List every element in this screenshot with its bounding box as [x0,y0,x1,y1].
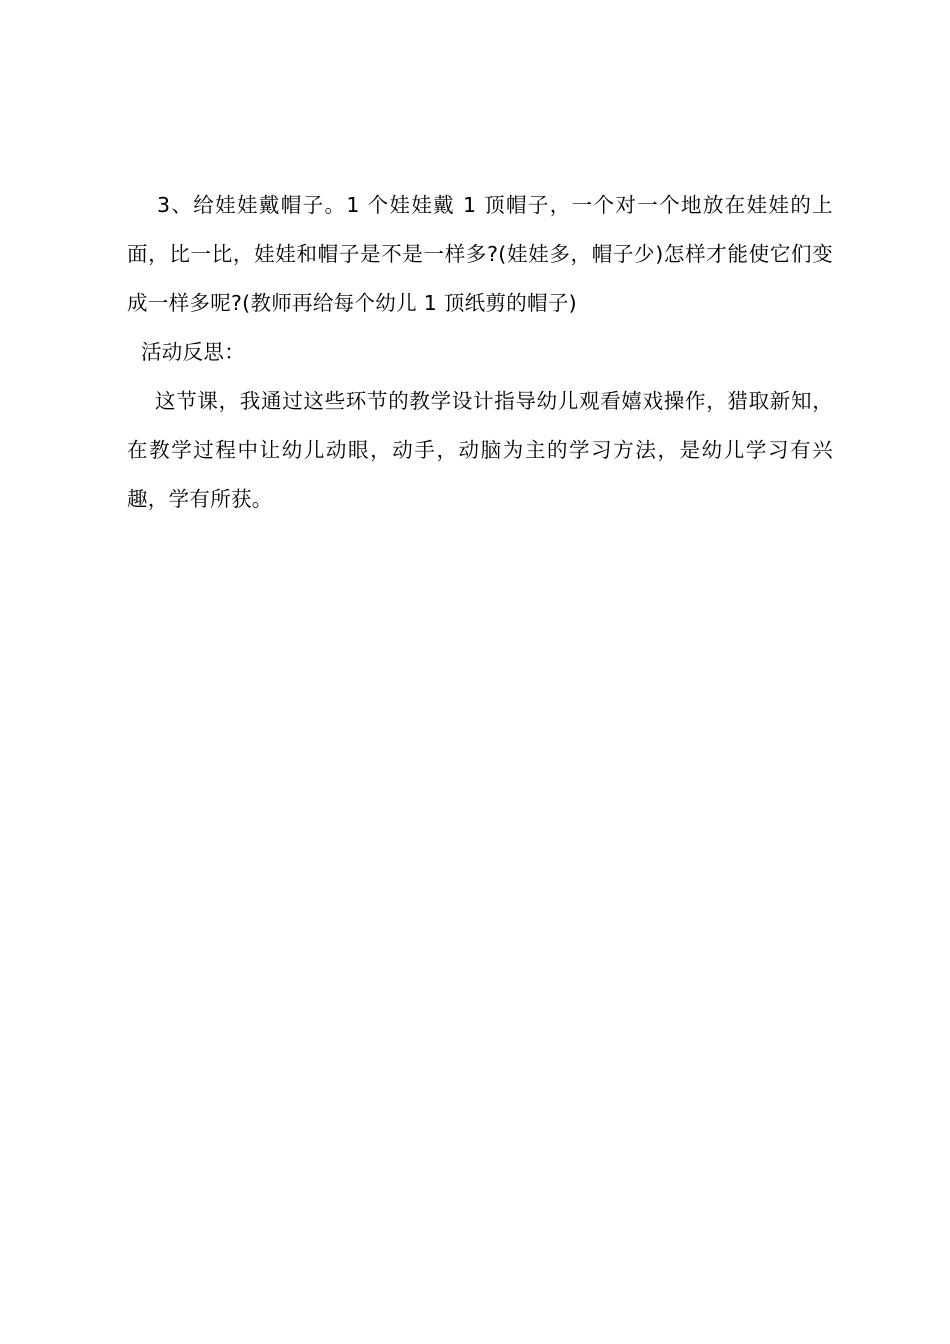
section-heading-reflection: 活动反思： [141,340,245,364]
paragraph-step-3: 3、给娃娃戴帽子。1 个娃娃戴 1 顶帽子，一个对一个地放在娃娃的上面，比一比，娃娃和帽子是不是一样多?(娃娃多，帽子少)怎样才能使它们变成一样多呢?(教师再给每个幼儿 1 顶纸剪的帽子) [127,193,833,315]
document-body [127,181,833,524]
paragraph-reflection: 这节课，我通过这些环节的教学设计指导幼儿观看嬉戏操作，猎取新知，在教学过程中让幼儿动眼，动手，动脑为主的学习方法，是幼儿学习有兴趣，学有所获。 [127,389,833,511]
